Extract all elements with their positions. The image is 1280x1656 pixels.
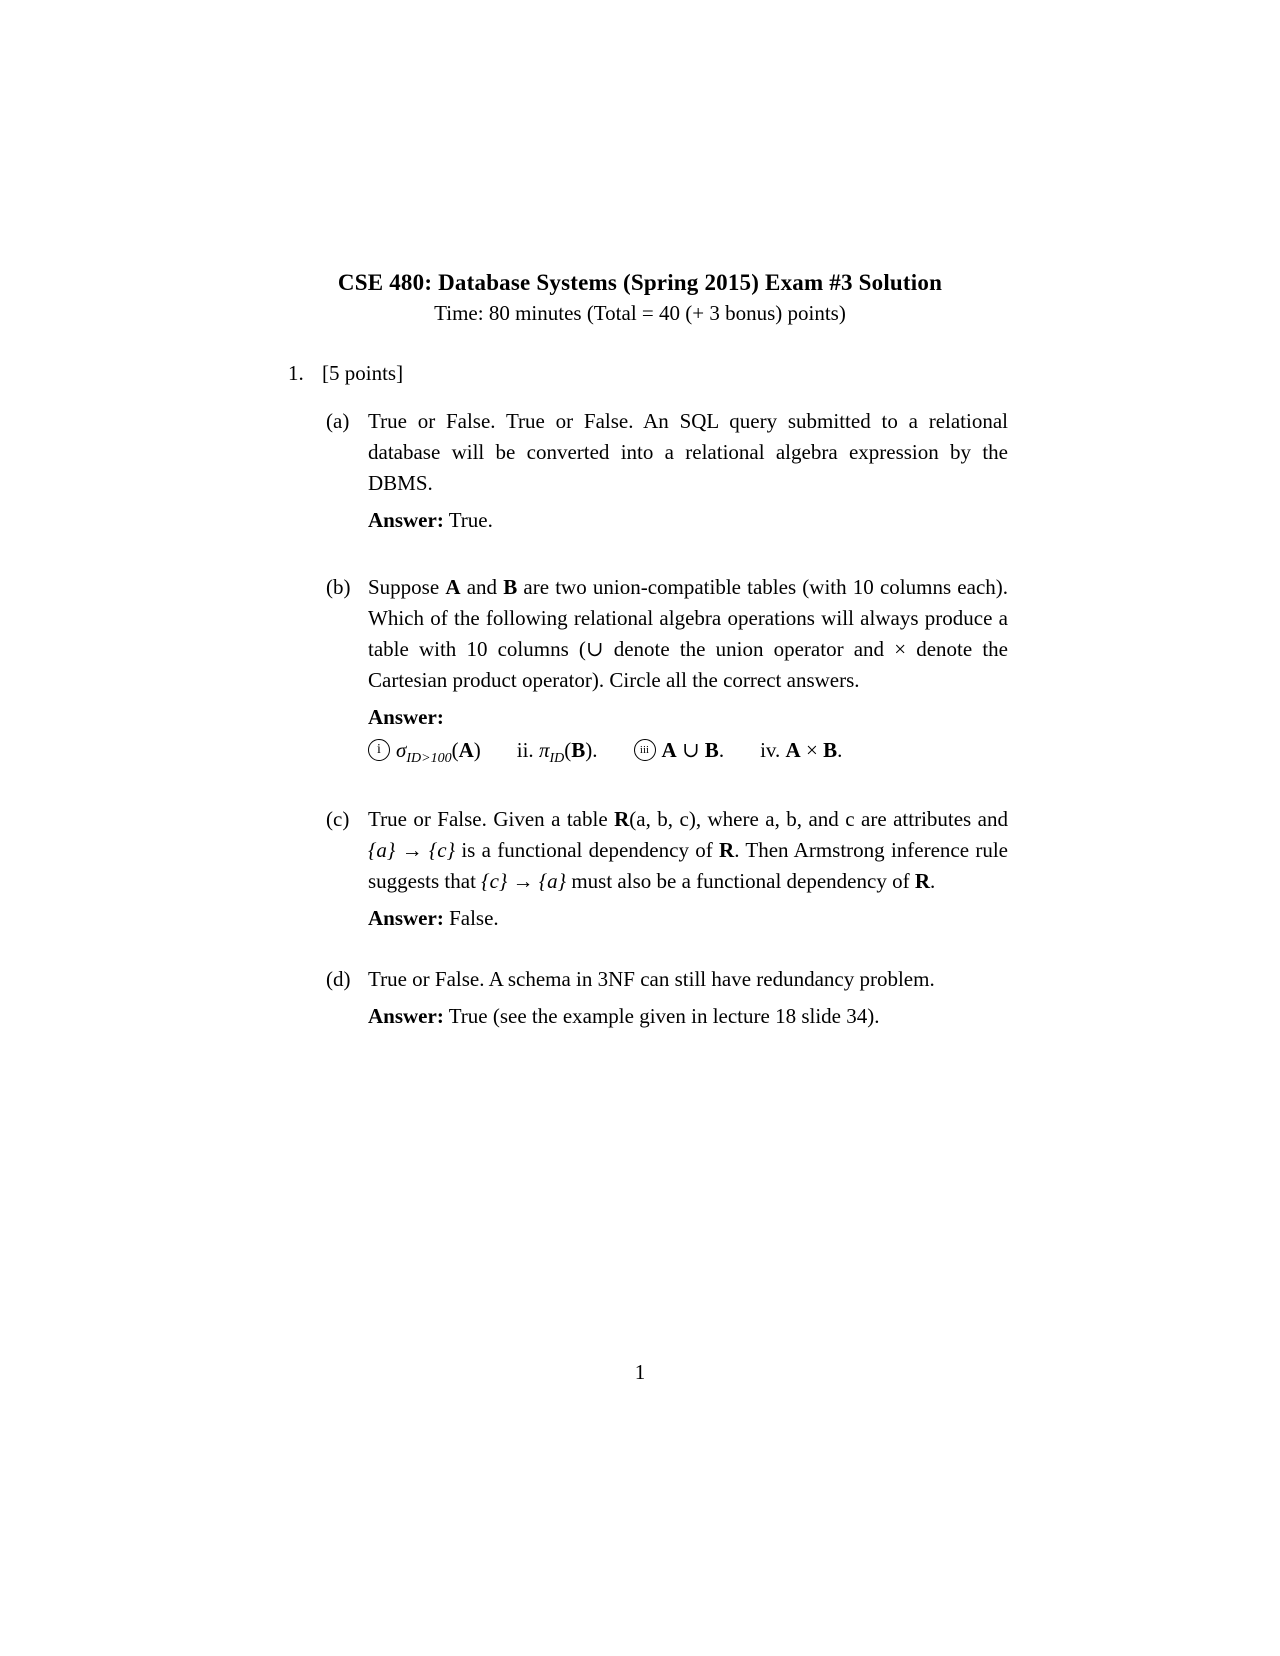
answer-label: Answer: (368, 906, 444, 931)
projection-attribute: ID (549, 751, 565, 767)
part-b-label: (b) (326, 575, 351, 599)
option-iii: iii A ∪ B. (634, 735, 725, 766)
table-r-name: R (614, 807, 630, 832)
option-marker: iv. (760, 738, 781, 762)
sigma-symbol: σ (396, 738, 407, 762)
page-title: CSE 480: Database Systems (Spring 2015) Exam #3 Solution (337, 270, 943, 295)
part-c-text: True or False. Given a table R(a, b, c), where a, b, and c are attributes and {a} → {c} is a functional dependency of R. Then Armstrong inference rule suggests that {c} → {a} must also be a functional dependency of R. (368, 807, 1009, 894)
answer-label: Answer: (368, 1004, 444, 1029)
part-c-answer (368, 903, 1008, 934)
question-header (288, 358, 1008, 388)
option-iv-left: A (785, 738, 801, 762)
page-header (0, 268, 1280, 328)
part-d-label: (d) (326, 967, 351, 992)
part-c-text-4: . Then Armstrong inference rule suggests that (368, 838, 1009, 894)
answer-text: True. (448, 508, 493, 532)
functional-dependency-1: {a} → {c} (368, 838, 456, 863)
part-b-text-5: denote the Cartesian product operator). Circle all the correct answers. (368, 637, 1009, 692)
page-number: 1 (634, 1360, 646, 1384)
union-symbol: ∪ (585, 637, 604, 661)
answer-label: Answer: (368, 508, 444, 532)
option-iv-right: B (823, 738, 838, 762)
part-b-answer (368, 702, 1008, 733)
table-a-name: A (445, 575, 461, 599)
part-d (326, 964, 1008, 1032)
selection-condition: ID>100 (406, 751, 452, 767)
answer-text: False. (449, 906, 499, 931)
functional-dependency-2: {c} → {a} (481, 869, 567, 894)
union-symbol: ∪ (681, 738, 700, 762)
question-number: 1. (288, 361, 304, 385)
part-c-text-5: must also be a functional dependency of (571, 869, 910, 894)
part-c-text-1: True or False. Given a table (368, 807, 608, 832)
part-b-text (368, 572, 1008, 696)
answer-options (368, 735, 1008, 774)
part-a-answer (368, 505, 1008, 536)
option-ii-table: B (571, 738, 586, 762)
option-iv: iv. A × B. (760, 738, 843, 762)
answer-text: True (see the example given in lecture 18 slide 34). (448, 1004, 880, 1029)
option-i: i $\sigma_{ID>100}(A)$ (368, 735, 481, 774)
part-c-label: (c) (326, 807, 350, 832)
part-c (326, 804, 1008, 934)
part-d-answer (368, 1001, 1008, 1032)
pi-symbol: π (538, 738, 550, 762)
option-i-table: A (458, 738, 474, 762)
exam-subtitle: Time: 80 minutes (Total = 40 (+ 3 bonus) points) (434, 301, 846, 325)
table-b-name: B (503, 575, 518, 599)
times-symbol: × (894, 637, 907, 661)
circled-marker: i (368, 739, 390, 761)
part-c-text-2: (a, b, c), where a, b, and c are attributes and (629, 807, 1009, 832)
option-iii-left: A (661, 738, 677, 762)
part-a-label: (a) (326, 409, 350, 433)
part-b-text-2: and (466, 575, 498, 599)
part-b-text-1: Suppose (368, 575, 440, 599)
part-b-text-4: denote the union operator and (613, 637, 885, 661)
part-b-text-3: are two union-compatible tables (with 10 columns each). Which of the following relational algebra operations will always produce a table with 10 columns ( (368, 575, 1009, 661)
table-r-name: R (719, 838, 735, 863)
part-c-text-3: is a functional dependency of (461, 838, 713, 863)
question-points: [5 points] (322, 361, 404, 385)
part-b (326, 572, 1008, 774)
times-symbol: × (805, 738, 818, 762)
part-a-text: True or False. True or False. An SQL query submitted to a relational database will be converted into a relational algebra expression by the DBMS. (368, 409, 1008, 495)
option-ii: ii. $\pi_{ID}(B)$. (516, 738, 598, 767)
part-a (326, 406, 1008, 536)
answer-label: Answer: (368, 705, 444, 729)
option-iii-right: B (704, 738, 719, 762)
part-d-text: True or False. A schema in 3NF can still have redundancy problem. (368, 967, 935, 992)
question-1 (288, 358, 1008, 1032)
option-marker: ii. (516, 738, 534, 762)
circled-marker: iii (634, 739, 656, 761)
table-r-name: R (914, 869, 930, 894)
